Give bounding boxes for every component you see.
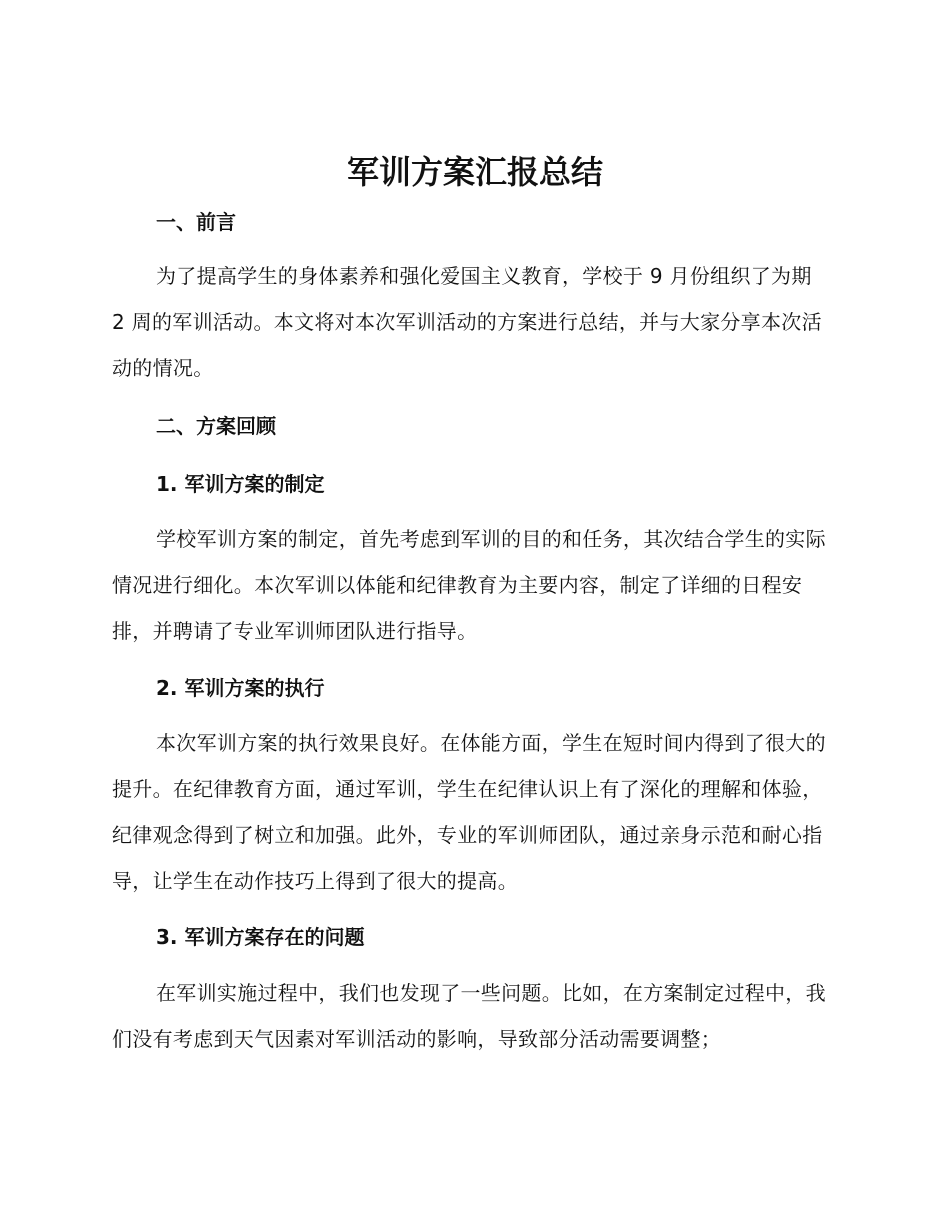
section-heading-plan-review: 二、方案回顾 bbox=[156, 414, 276, 438]
document-title: 军训方案汇报总结 bbox=[346, 153, 603, 191]
subsection-heading-plan-execution: 2. 军训方案的执行 bbox=[156, 676, 325, 700]
subsection-heading-plan-problems: 3. 军训方案存在的问题 bbox=[156, 925, 365, 949]
section-heading-preface: 一、前言 bbox=[156, 210, 236, 234]
paragraph-plan-formulation: 学校军训方案的制定，首先考虑到军训的目的和任务，其次结合学生的实际情况进行细化。本次军训以体能和纪律教育为主要内容，制定了详细的日程安排，并聘请了专业军训师团队进行指导。 bbox=[112, 527, 826, 643]
paragraph-preface: 为了提高学生的身体素养和强化爱国主义教育，学校于 9 月份组织了为期 2 周的军训活动。本文将对本次军训活动的方案进行总结，并与大家分享本次活动的情况。 bbox=[112, 264, 822, 380]
paragraph-plan-execution: 本次军训方案的执行效果良好。在体能方面，学生在短时间内得到了很大的提升。在纪律教育方面，通过军训，学生在纪律认识上有了深化的理解和体验，纪律观念得到了树立和加强。此外，专业的军训师团队，通过亲身示范和耐心指导，让学生在动作技巧上得到了很大的提高。 bbox=[112, 731, 826, 893]
subsection-heading-plan-formulation: 1. 军训方案的制定 bbox=[156, 472, 325, 496]
paragraph-plan-problems: 在军训实施过程中，我们也发现了一些问题。比如，在方案制定过程中，我们没有考虑到天气因素对军训活动的影响，导致部分活动需要调整； bbox=[112, 981, 826, 1051]
